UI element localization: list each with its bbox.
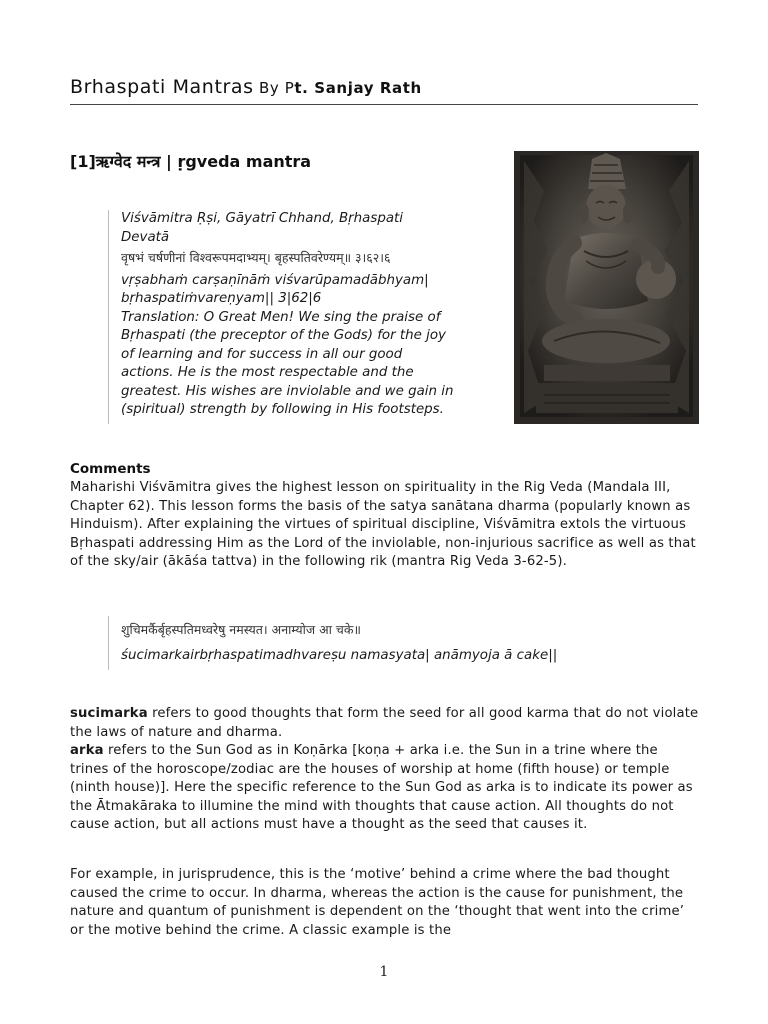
title-by: By P xyxy=(253,79,295,97)
comments-paragraph: Maharishi Viśvāmitra gives the highest lesson on spirituality in the Rig Veda (Mandala III, Chapter 62). This lesson forms the basis of the satya sanātana dharma (popularly known as Hinduism). After explaining the virtues of spiritual discipline, Viśvāmitra extols the virtuous Bṛhaspati addressing Him as the Lord of the inviolable, non-injurious sacrifice as well as that of the sky/air (ākāśa tattva) in the following rik (mantra Rig Veda 3-62-5). xyxy=(70,480,696,569)
section-heading: [1]ऋग्वेद मन्त्र | ṛgveda mantra xyxy=(70,152,312,171)
mantra-line: Devatā xyxy=(121,229,170,245)
term-sucimarka: sucimarka xyxy=(70,706,148,721)
brhaspati-sculpture-image xyxy=(514,151,699,424)
rik-transliteration: śucimarkairbṛhaspatimadhvareṣu namasyata| anāmyoja ā cake|| xyxy=(121,648,558,663)
translation-line: Bṛhaspati (the preceptor of the Gods) for the joy xyxy=(121,328,446,343)
translation-line: Translation: O Great Men! We sing the praise of xyxy=(121,309,441,325)
title-author: t. Sanjay Rath xyxy=(294,79,422,97)
sucimarka-definition: refers to good thoughts that form the seed for all good karma that do not violate the laws of nature and dharma. xyxy=(70,706,699,740)
mantra-line: bṛhaspatiṁvareṇyam|| 3|62|6 xyxy=(121,291,322,306)
example-paragraph: For example, in jurisprudence, this is the ‘motive’ behind a crime where the bad thought caused the crime to occur. In dharma, whereas the action is the cause for punishment, the nature and quantum of punishment is dependent on the ‘thought that went into the crime’ or the motive behind the crime. A classic example is the xyxy=(70,867,685,938)
definitions-paragraph xyxy=(70,705,700,835)
title-main: Brhaspati Mantras xyxy=(70,76,254,98)
mantra-line: Viśvāmitra Ṛṣi, Gāyatrī Chhand, Bṛhaspati xyxy=(121,211,403,226)
translation-line: (spiritual) strength by following in His footsteps. xyxy=(121,402,444,417)
comments-heading: Comments xyxy=(70,461,151,477)
mantra-line: vṛṣabhaṁ carṣaṇīnāṁ viśvarūpamadābhyam| xyxy=(121,272,429,288)
mantra-devanagari: वृषभं चर्षणीनां विश्वरूपमदाभ्यम्। बृहस्पतिवरेण्यम्॥ ३।६२।६ xyxy=(121,250,391,265)
page-title xyxy=(70,76,422,98)
header-divider xyxy=(70,104,698,105)
translation-line: actions. He is the most respectable and the xyxy=(121,365,414,380)
mantra-block xyxy=(108,210,493,424)
translation-line: of learning and for success in all our good xyxy=(121,346,403,362)
rik-devanagari: शुचिमर्कैर्बृहस्पतिमध्वरेषु नमस्यत। अनाम्योज आ चके॥ xyxy=(121,622,361,637)
page-number: 1 xyxy=(379,964,389,980)
rik-quote-block xyxy=(108,616,628,670)
translation-line: greatest. His wishes are inviolable and we gain in xyxy=(121,383,454,399)
term-arka: arka xyxy=(70,743,104,758)
arka-definition: refers to the Sun God as in Koṇārka [koṇa + arka i.e. the Sun in a trine where the trines of the horoscope/zodiac are the houses of worship at home (fifth house) or temple (ninth house)]. Here the specific reference to the Sun God as arka is to indicate its power as the Ātmakāraka to illumine the mind with thoughts that cause action. All thoughts do not cause action, but all actions must have a thought as the seed that causes it. xyxy=(70,743,693,832)
